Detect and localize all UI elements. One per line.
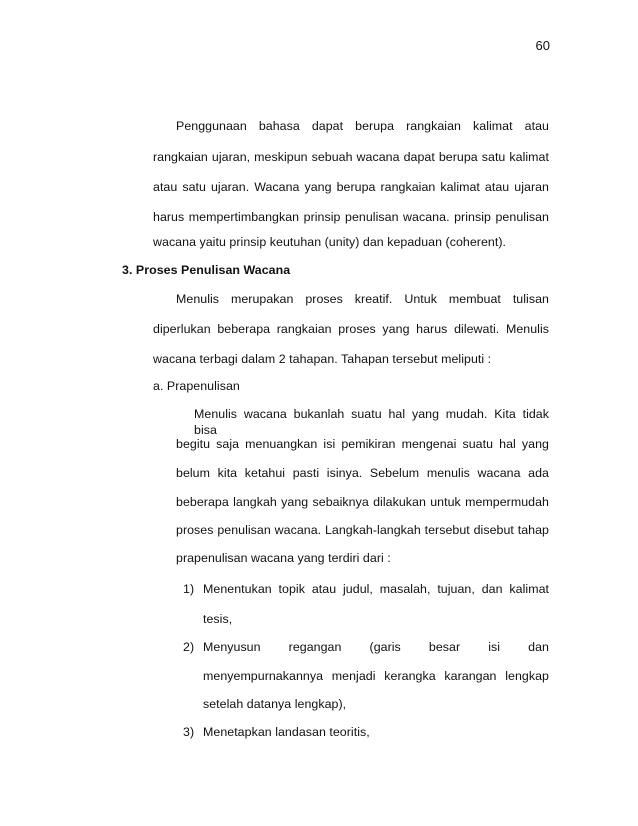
para3-line-3: belum kita ketahui pasti isinya. Sebelum menulis wacana ada: [176, 466, 549, 480]
list-item-2-number: 2): [183, 640, 195, 654]
list-item-2-line-1: Menyusun regangan (garis besar isi dan: [203, 640, 549, 654]
list-item-3-number: 3): [183, 725, 195, 739]
para1-line-5: wacana yaitu prinsip keutuhan (unity) dan kepaduan (coherent).: [153, 235, 507, 249]
list-item-1-line-2: tesis,: [203, 612, 233, 626]
list-item-2-line-3: setelah datanya lengkap),: [203, 697, 347, 711]
para2-line-1: Menulis merupakan proses kreatif. Untuk membuat tulisan: [176, 292, 549, 306]
list-item-2-line-2: menyempurnakannya menjadi kerangka karangan lengkap: [203, 669, 549, 683]
list-item-1-number: 1): [183, 582, 195, 596]
sub-heading: a. Prapenulisan: [153, 379, 240, 393]
page-number: 60: [535, 38, 550, 53]
para1-line-1: Penggunaan bahasa dapat berupa rangkaian kalimat atau: [176, 119, 549, 133]
para1-line-2: rangkaian ujaran, meskipun sebuah wacana dapat berupa satu kalimat: [153, 150, 549, 164]
para2-line-3: wacana terbagi dalam 2 tahapan. Tahapan tersebut meliputi :: [153, 352, 492, 366]
section-heading: 3. Proses Penulisan Wacana: [122, 263, 291, 277]
para1-line-3: atau satu ujaran. Wacana yang berupa rangkaian kalimat atau ujaran: [153, 180, 549, 194]
para3-line-6: prapenulisan wacana yang terdiri dari :: [176, 551, 391, 565]
list-item-1-line-1: Menentukan topik atau judul, masalah, tujuan, dan kalimat: [203, 582, 549, 596]
para3-line-4: beberapa langkah yang sebaiknya dilakukan untuk mempermudah: [176, 495, 549, 509]
para1-line-4: harus mempertimbangkan prinsip penulisan wacana. prinsip penulisan: [153, 210, 549, 224]
para3-line-2: begitu saja menuangkan isi pemikiran mengenai suatu hal yang: [176, 437, 549, 451]
para3-line-1: Menulis wacana bukanlah suatu hal yang mudah. Kita tidak bisa: [194, 407, 549, 437]
list-item-3-line-1: Menetapkan landasan teoritis,: [203, 725, 370, 739]
para2-line-2: diperlukan beberapa rangkaian proses yang harus dilewati. Menulis: [153, 322, 549, 336]
para3-line-5: proses penulisan wacana. Langkah-langkah tersebut disebut tahap: [176, 523, 549, 537]
